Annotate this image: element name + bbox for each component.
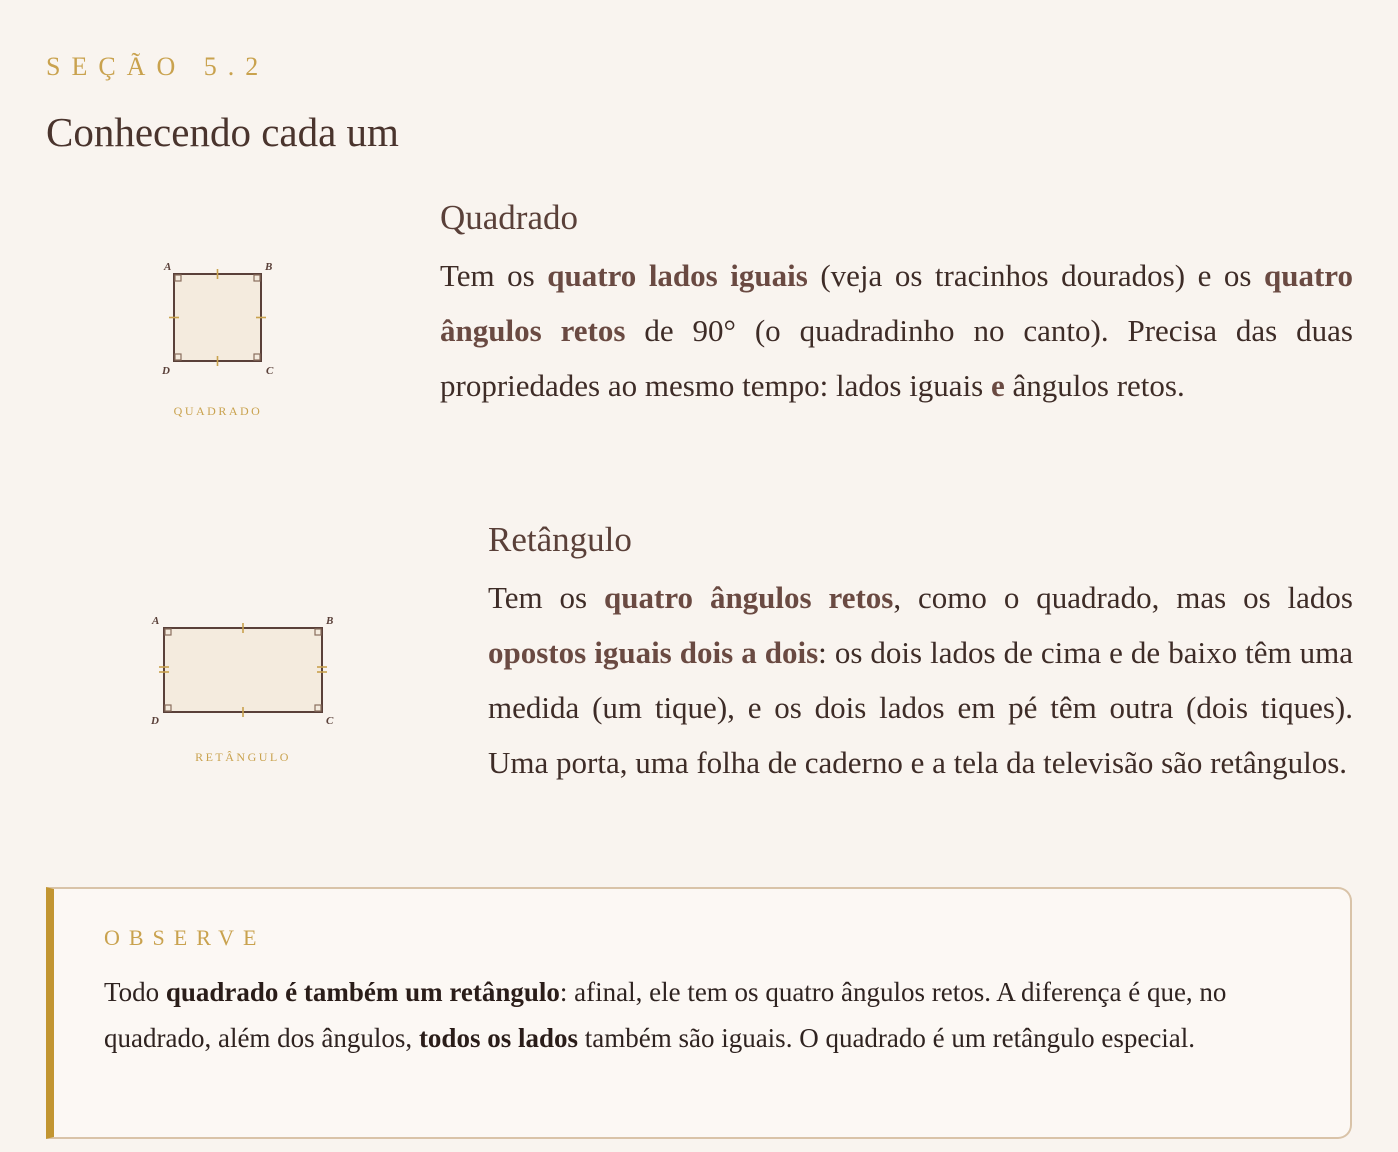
vertex-b-label: B [326,615,334,627]
rectangle-shape [164,628,322,712]
square-figure [150,250,290,385]
note-title: OBSERVE [104,925,266,950]
rectangle-block [488,520,1353,790]
vertex-c-label: C [326,715,334,727]
square-shape [174,274,261,361]
vertex-a-label: A [164,261,172,273]
section-kicker: SEÇÃO 5.2 [46,52,270,81]
square-block [440,198,1353,413]
vertex-d-label: D [151,715,159,727]
vertex-a-label: A [152,615,160,627]
rectangle-caption: RETÂNGULO [195,750,291,764]
vertex-c-label: C [266,365,274,377]
rectangle-heading: Retângulo [488,520,632,559]
square-heading: Quadrado [440,198,579,237]
observe-note [46,887,1352,1139]
square-diagram [150,250,290,380]
square-description: Tem os quatro lados iguais (veja os tracinhos dourados) e os quatro ângulos retos de 90° (o quadradinho no canto). Precisa das duas propriedades ao mesmo tempo: lados iguais e ângulos retos. [440,258,1353,403]
rectangle-diagram [140,605,350,735]
vertex-b-label: B [265,261,273,273]
note-text: Todo quadrado é também um retângulo: afinal, ele tem os quatro ângulos retos. A diferença é que, no quadrado, além dos ângulos, todos os lados também são iguais. O quadrado é um retângulo especial. [104,977,1227,1053]
rectangle-description: Tem os quatro ângulos retos, como o quadrado, mas os lados opostos iguais dois a dois: os dois lados de cima e de baixo têm uma medida (um tique), e os dois lados em pé têm outra (dois tiques). Uma porta, uma folha de caderno e a tela da televisão são retângulos. [488,580,1353,780]
square-caption: QUADRADO [173,404,263,418]
vertex-d-label: D [162,365,170,377]
rectangle-figure [140,605,350,740]
page-title: Conhecendo cada um [46,109,399,155]
